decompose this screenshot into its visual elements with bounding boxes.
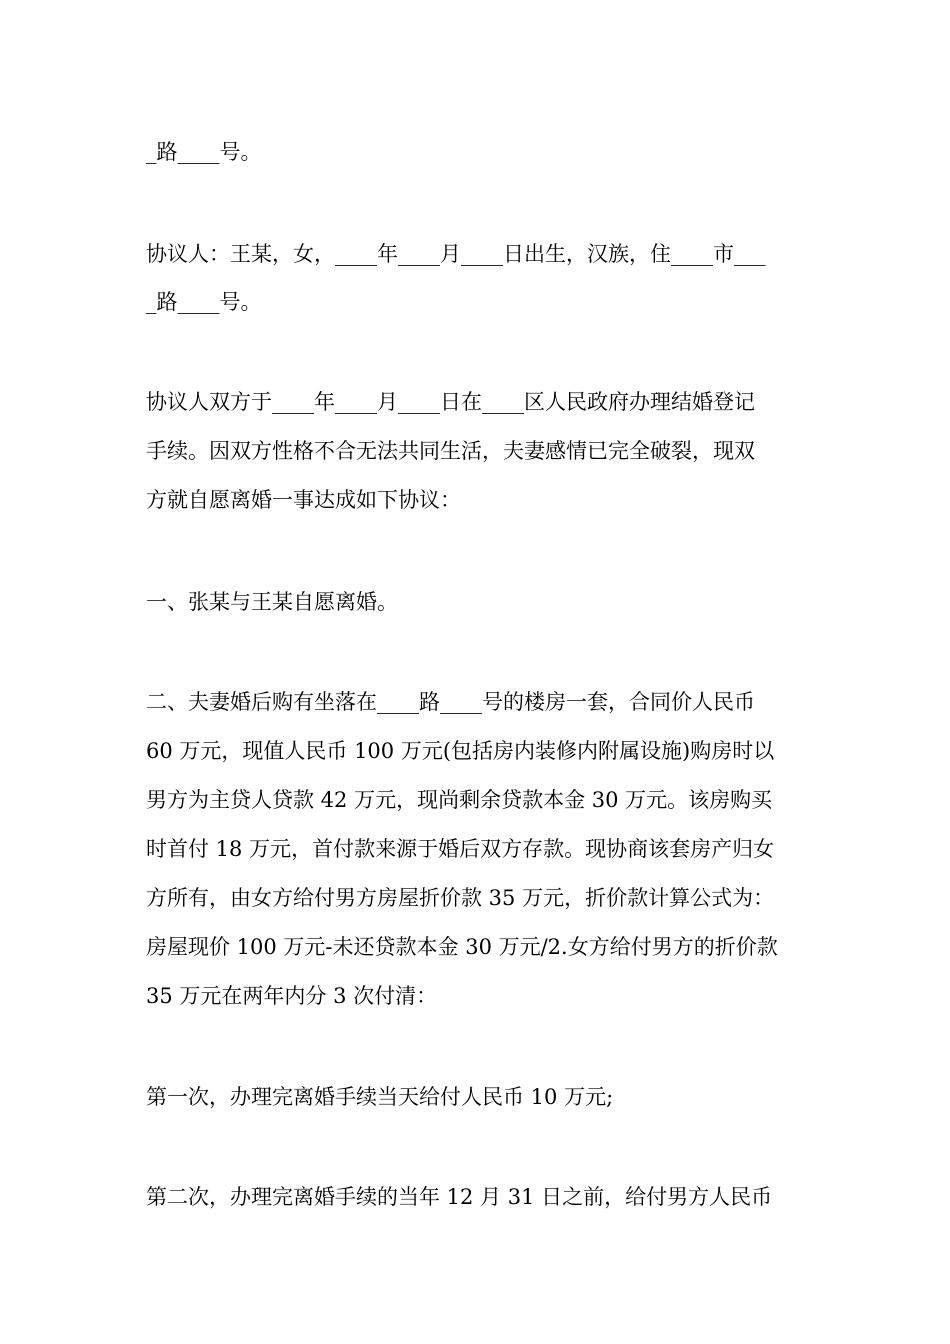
text-line-clause-two-4: 时首付 18 万元，首付款来源于婚后双方存款。现协商该套房产归女 bbox=[146, 837, 775, 861]
text-line-address-end-2: _路____号。 bbox=[146, 290, 262, 314]
text-line-agreement-intro: 方就自愿离婚一事达成如下协议： bbox=[146, 488, 461, 512]
text-line-party-wang: 协议人：王某，女，____年____月____日出生，汉族，住____市___ bbox=[146, 242, 766, 266]
text-line-breakdown-reason: 手续。因双方性格不合无法共同生活，夫妻感情已完全破裂，现双 bbox=[146, 439, 755, 463]
text-line-second-payment: 第二次，办理完离婚手续的当年 12 月 31 日之前，给付男方人民币 bbox=[146, 1185, 773, 1209]
text-line-address-end-1: _路____号。 bbox=[146, 140, 262, 164]
text-line-clause-two-2: 60 万元，现值人民币 100 万元(包括房内装修内附属设施)购房时以 bbox=[146, 739, 775, 763]
text-line-clause-two-6: 房屋现价 100 万元-未还贷款本金 30 万元/2.女方给付男方的折价款 bbox=[146, 935, 778, 959]
text-line-clause-two-7: 35 万元在两年内分 3 次付清： bbox=[146, 984, 438, 1008]
text-line-clause-two-3: 男方为主贷人贷款 42 万元，现尚剩余贷款本金 30 万元。该房购买 bbox=[146, 788, 773, 812]
text-line-first-payment: 第一次，办理完离婚手续当天给付人民币 10 万元; bbox=[146, 1085, 614, 1109]
text-line-marriage-registration: 协议人双方于____年____月____日在____区人民政府办理结婚登记 bbox=[146, 390, 755, 414]
text-line-clause-one: 一、张某与王某自愿离婚。 bbox=[146, 590, 398, 614]
text-line-clause-two-5: 方所有，由女方给付男方房屋折价款 35 万元，折价款计算公式为： bbox=[146, 886, 775, 910]
text-line-clause-two-1: 二、夫妻婚后购有坐落在____路____号的楼房一套，合同价人民币 bbox=[146, 690, 755, 714]
